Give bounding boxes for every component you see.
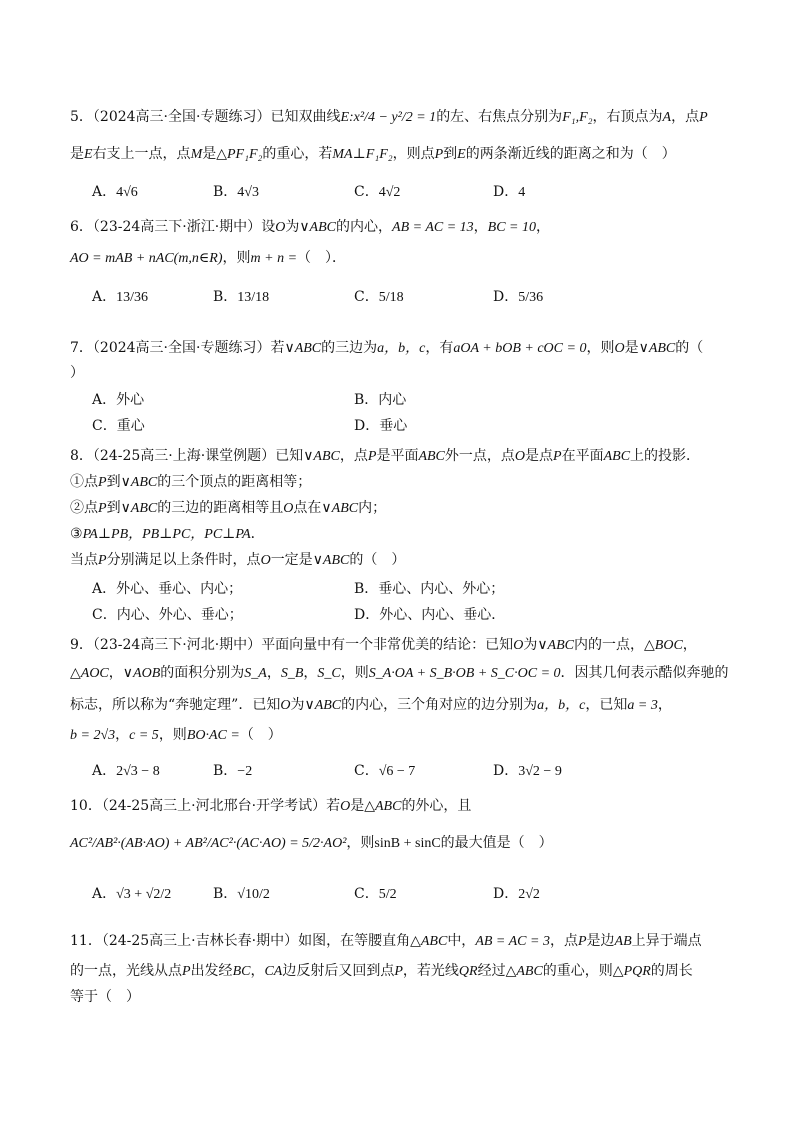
text-span: C． (354, 289, 379, 305)
text-span: B． (213, 763, 238, 779)
text-span: 的两条渐近线的距离之和为（ ） (465, 146, 676, 162)
text-span: −2 (237, 764, 253, 779)
text-span: MA⊥F₁F₂ (332, 147, 393, 162)
text-span: ，点 (339, 448, 368, 464)
source-tag: （24-25高三·上海·课堂例题） (92, 448, 276, 464)
text-span: 已知 (275, 448, 304, 464)
q8-option-c[interactable] (92, 606, 243, 624)
text-span: 设 (261, 219, 276, 235)
source-tag: （23-24高三下·浙江·期中） (92, 219, 262, 235)
text-span: C． (92, 418, 117, 434)
text-span: B． (213, 289, 238, 305)
text-span: C． (354, 184, 379, 200)
source-tag: （23-24高三下·河北·期中） (92, 637, 262, 653)
q5-option-a[interactable] (92, 183, 138, 202)
text-span: 若 (326, 798, 341, 814)
text-span: ， (473, 219, 488, 235)
text-span: 的（ ） (349, 552, 406, 568)
q9-line-3 (70, 696, 738, 715)
text-span: P (98, 475, 107, 490)
text-span: M (190, 147, 203, 162)
hyperbola-equation: :x²/4 − y²/2 = 1 (349, 110, 437, 125)
text-span: P (98, 501, 107, 516)
text-span: 上的投影． (630, 448, 701, 464)
text-span: A． (92, 184, 117, 200)
text-span: B． (354, 581, 379, 597)
text-span: P (699, 110, 708, 125)
text-span: 的左、右焦点分别为 (436, 109, 563, 125)
text-span: ． (250, 526, 265, 542)
vector-equation: AO = mAB + nAC(m,n∈R) (70, 251, 223, 266)
text-span: 当点 (70, 552, 98, 568)
text-span: 等于（ ） (70, 989, 140, 1005)
text-span: O (260, 553, 271, 568)
text-span: CA (264, 964, 283, 979)
text-span: BC (232, 964, 251, 979)
text-span: 的周长 (650, 963, 693, 979)
q9-option-d[interactable] (493, 762, 562, 781)
text-span: 内的一点， (574, 637, 645, 653)
text-span: O (514, 449, 526, 464)
q5-line-2 (70, 145, 738, 164)
text-span: ABC (603, 449, 631, 464)
text-span: ，则 (340, 665, 369, 681)
text-span: 是 (624, 340, 639, 356)
text-span: 边反射后又回到点 (282, 963, 395, 979)
source-tag: （2024高三·全国·专题练习） (92, 109, 271, 125)
text-span: P (577, 934, 587, 949)
q8-option-a[interactable] (92, 580, 242, 598)
text-span: 是平面 (376, 448, 419, 464)
text-span: ， (266, 665, 281, 681)
text-span: 是边 (586, 933, 615, 949)
text-span: △ABC (364, 799, 402, 814)
text-span: S_A (244, 666, 267, 681)
text-span: 5/2 (378, 887, 397, 902)
text-span: ，则 (158, 727, 187, 743)
text-span: 一定是 (270, 552, 313, 568)
text-span: ∨ABC (303, 449, 340, 464)
text-span: O (614, 341, 625, 356)
text-span: P (182, 964, 191, 979)
text-span: PA⊥PB，PB⊥PC，PC⊥PA (82, 527, 251, 542)
q6-line-2 (70, 249, 738, 268)
source-tag: （2024高三·全国·专题练习） (92, 340, 271, 356)
text-span: 在平面 (561, 448, 604, 464)
text-span: ∨ABC (299, 220, 337, 235)
q9-line-2 (70, 664, 738, 683)
text-span: 是 (350, 798, 365, 814)
text-span: ∨ABC (638, 341, 676, 356)
q7-line-1 (70, 339, 738, 358)
text-span: 9． (70, 637, 93, 653)
q6-option-d[interactable] (493, 288, 543, 307)
text-span: a，b，c (537, 698, 586, 713)
text-span: 内； (358, 500, 387, 516)
text-span: 出发经 (190, 963, 233, 979)
q9-option-a[interactable] (92, 762, 160, 781)
text-span: 的（ (675, 340, 704, 356)
text-span: △ABC (505, 964, 543, 979)
q8-stem (70, 551, 738, 570)
text-span: （ ）． (297, 250, 347, 266)
text-span: 4 (518, 185, 526, 200)
text-span: 11． (70, 933, 102, 949)
text-span: C． (92, 607, 117, 623)
q7-option-d[interactable] (354, 417, 407, 435)
text-span: O (280, 698, 291, 713)
text-span: P (394, 964, 403, 979)
text-span: ABC (418, 449, 445, 464)
text-span: E (84, 147, 93, 162)
q6-line-1 (70, 218, 738, 237)
text-span: ， (115, 727, 130, 743)
text-span: △AOC (70, 666, 109, 681)
text-span: 平面向量中有一个非常优美的结论：已知 (261, 637, 514, 653)
q7-option-a[interactable] (92, 391, 144, 409)
text-span: ， (657, 697, 672, 713)
text-span: D． (493, 763, 519, 779)
text-span: O (340, 799, 351, 814)
text-span: ， (682, 637, 697, 653)
text-span: 经过 (477, 963, 506, 979)
q8-line-1 (70, 447, 738, 466)
q11-line-2 (70, 962, 738, 981)
q7-option-c[interactable] (92, 417, 145, 435)
text-span: sinB + sinC (374, 836, 441, 851)
q7-option-b[interactable] (354, 391, 406, 409)
source-tag: （24-25高三上·河北邢台·开学考试） (101, 798, 327, 814)
text-span: ．因其几何表示酷似奔驰的 (560, 665, 729, 681)
text-span: 7． (70, 340, 93, 356)
text-span: 是 (202, 146, 217, 162)
text-span: O (513, 638, 524, 653)
q10-option-d[interactable] (493, 885, 540, 904)
text-span: m + n = (250, 251, 298, 266)
text-span: A． (92, 581, 117, 597)
text-span: △ABC (410, 934, 448, 949)
q10-line-1 (70, 797, 738, 816)
q8-option-d[interactable] (354, 606, 505, 624)
text-span: ，已知 (585, 697, 628, 713)
vector-equation: AC²/AB²·(AB·AO) + AB²/AC²·(AC·AO) = 5/2·AO² (70, 836, 347, 851)
text-span: A． (92, 886, 117, 902)
text-span: △PF₁F₂ (216, 147, 263, 162)
text-span: 如图，在等腰直角 (298, 933, 411, 949)
text-span: S_B (280, 666, 304, 681)
text-span: 到 (106, 474, 121, 490)
text-span: 到 (443, 146, 458, 162)
text-span: 重心 (116, 418, 145, 434)
text-span: D． (493, 184, 519, 200)
q6-option-c[interactable] (354, 288, 404, 307)
text-span: 为 (290, 697, 305, 713)
q9-option-c[interactable] (354, 762, 415, 781)
text-span: 是点 (525, 448, 554, 464)
text-span: 4√3 (237, 185, 259, 200)
text-span: √10/2 (237, 887, 270, 902)
benz-theorem-equation: S_A·OA + S_B·OB + S_C·OC = 0 (368, 666, 561, 681)
text-span: ∨ABC (304, 698, 342, 713)
text-span: 的一点，光线从点 (70, 963, 182, 979)
q11-line-1 (70, 932, 738, 951)
text-span: C． (354, 886, 379, 902)
text-span: QR (458, 964, 478, 979)
text-span: ，有 (425, 340, 454, 356)
text-span: E (457, 147, 466, 162)
text-span: ②点 (70, 500, 98, 516)
text-span: ， (536, 219, 550, 235)
text-span: 右支上一点，点 (92, 146, 191, 162)
text-span: 的内心，三个角对应的边分别为 (341, 697, 538, 713)
q8-condition-2 (70, 499, 738, 518)
text-span: AB = AC = 13 (392, 220, 474, 235)
text-span: ，则点 (392, 146, 435, 162)
text-span: 5/36 (518, 290, 544, 305)
q5-option-b[interactable] (213, 183, 259, 202)
text-span: 分别满足以上条件时，点 (106, 552, 261, 568)
text-span: ∨AOB (122, 666, 161, 681)
q6-option-b[interactable] (213, 288, 269, 307)
text-span: 中， (447, 933, 476, 949)
text-span: √3 + √2/2 (116, 887, 172, 902)
q7-line-2 (70, 364, 738, 382)
text-span: 到 (106, 500, 121, 516)
text-span: P (553, 449, 562, 464)
text-span: AB = AC = 3 (475, 934, 550, 949)
q8-condition-3 (70, 525, 738, 544)
q10-option-a[interactable] (92, 885, 171, 904)
text-span: ，点 (671, 109, 700, 125)
text-span: ，点 (549, 933, 578, 949)
q5-option-c[interactable] (354, 183, 400, 202)
text-span: 的三边的距离相等且 (157, 500, 284, 516)
q8-option-b[interactable] (354, 580, 504, 598)
q9-option-b[interactable] (213, 762, 252, 781)
text-span: ，右顶点为 (592, 109, 663, 125)
text-span: ） (70, 365, 84, 381)
text-span: 标志，所以称为“奔驰定理”．已知 (70, 697, 281, 713)
text-span: 13/36 (116, 290, 149, 305)
text-span: 外心、垂心、内心； (116, 581, 243, 597)
text-span: 是 (70, 146, 84, 162)
foci: F₁,F₂ (562, 110, 593, 125)
text-span: 的面积分别为 (160, 665, 245, 681)
text-span: B． (213, 886, 238, 902)
text-span: 的内心， (336, 219, 393, 235)
text-span: D． (354, 607, 380, 623)
text-span: 4√2 (378, 185, 401, 200)
text-span: AB (614, 934, 632, 949)
text-span: D． (493, 886, 519, 902)
text-span: b = 2√3 (70, 728, 116, 743)
text-span: 的三个顶点的距离相等； (157, 474, 312, 490)
text-span: 13/18 (237, 290, 270, 305)
text-span: 外心、内心、垂心． (379, 607, 506, 623)
text-span: ，则 (222, 250, 251, 266)
text-span: 外心 (116, 392, 145, 408)
text-span: P (98, 553, 107, 568)
text-span: △PQR (612, 964, 651, 979)
vector-equation: aOA + bOB + cOC = 0 (453, 341, 587, 356)
text-span: 的最大值是（ ） (440, 835, 553, 851)
text-span: 的重心，若 (262, 146, 333, 162)
text-span: ，则 (346, 835, 375, 851)
text-span: ， (250, 963, 265, 979)
text-span: a = 3 (627, 698, 658, 713)
text-span: ， (108, 665, 123, 681)
text-span: 5． (70, 109, 93, 125)
text-span: ，若光线 (402, 963, 459, 979)
text-span: ∨ABC (120, 475, 158, 490)
text-span: ∨ABC (120, 501, 158, 516)
text-span: 的外心，且 (401, 798, 472, 814)
text-span: 的三边为 (321, 340, 378, 356)
text-span: ∨ABC (537, 638, 575, 653)
text-span: ∨ABC (284, 341, 322, 356)
q10-line-2 (70, 834, 738, 853)
q10-option-c[interactable] (354, 885, 397, 904)
text-span: BC = 10 (487, 220, 536, 235)
text-span: 5/18 (378, 290, 404, 305)
source-tag: （24-25高三上·吉林长春·期中） (101, 933, 299, 949)
text-span: P (434, 147, 444, 162)
text-span: △BOC (644, 638, 683, 653)
text-span: 3√2 − 9 (518, 764, 562, 779)
text-span: ， (303, 665, 318, 681)
curve-name: E (340, 110, 350, 125)
text-span: ∨ABC (321, 501, 359, 516)
text-span: O (275, 220, 286, 235)
q9-line-4 (70, 726, 738, 745)
text-span: ，则 (586, 340, 615, 356)
q10-option-b[interactable] (213, 885, 270, 904)
text-span: A． (92, 289, 117, 305)
text-span: B． (354, 392, 379, 408)
text-span: P (367, 449, 377, 464)
text-span: C． (354, 763, 379, 779)
text-span: BO·AC = (186, 728, 240, 743)
text-span: √6 − 7 (378, 764, 416, 779)
text-span: 若 (270, 340, 285, 356)
text-span: a，b，c (377, 341, 426, 356)
q11-line-3 (70, 988, 738, 1006)
q9-line-1 (70, 636, 738, 655)
text-span: A． (92, 763, 117, 779)
text-span: 垂心 (379, 418, 408, 434)
text-span: ∨ABC (312, 553, 350, 568)
text-span: 10． (70, 798, 102, 814)
q8-condition-1 (70, 473, 738, 492)
text-span: 6． (70, 219, 93, 235)
q6-option-a[interactable] (92, 288, 148, 307)
text-span: c = 5 (129, 728, 159, 743)
text-span: B． (213, 184, 238, 200)
text-span: 为 (523, 637, 538, 653)
text-span: 垂心、内心、外心； (378, 581, 505, 597)
text-span: （ ） (239, 727, 282, 743)
q5-option-d[interactable] (493, 183, 525, 202)
text-span: ①点 (70, 474, 98, 490)
q5-line-1 (70, 108, 738, 127)
text-span: 内心、外心、垂心； (116, 607, 243, 623)
text-span: 外一点，点 (444, 448, 515, 464)
text-span: S_C (317, 666, 341, 681)
vertex: A (662, 110, 672, 125)
text-span: 2√2 (518, 887, 540, 902)
text-span: 4√6 (116, 185, 138, 200)
text-span: 内心 (378, 392, 407, 408)
text-span: A． (92, 392, 117, 408)
text-span: 的重心，则 (542, 963, 613, 979)
text-span: D． (354, 418, 380, 434)
text-span: 2√3 − 8 (116, 764, 160, 779)
text-span: 上异于端点 (631, 933, 702, 949)
text-span: 已知双曲线 (270, 109, 341, 125)
text-span: O (283, 501, 294, 516)
text-span: 8． (70, 448, 93, 464)
text-span: ③ (70, 526, 83, 542)
text-span: 为 (285, 219, 300, 235)
text-span: D． (493, 289, 519, 305)
text-span: 点在 (293, 500, 322, 516)
